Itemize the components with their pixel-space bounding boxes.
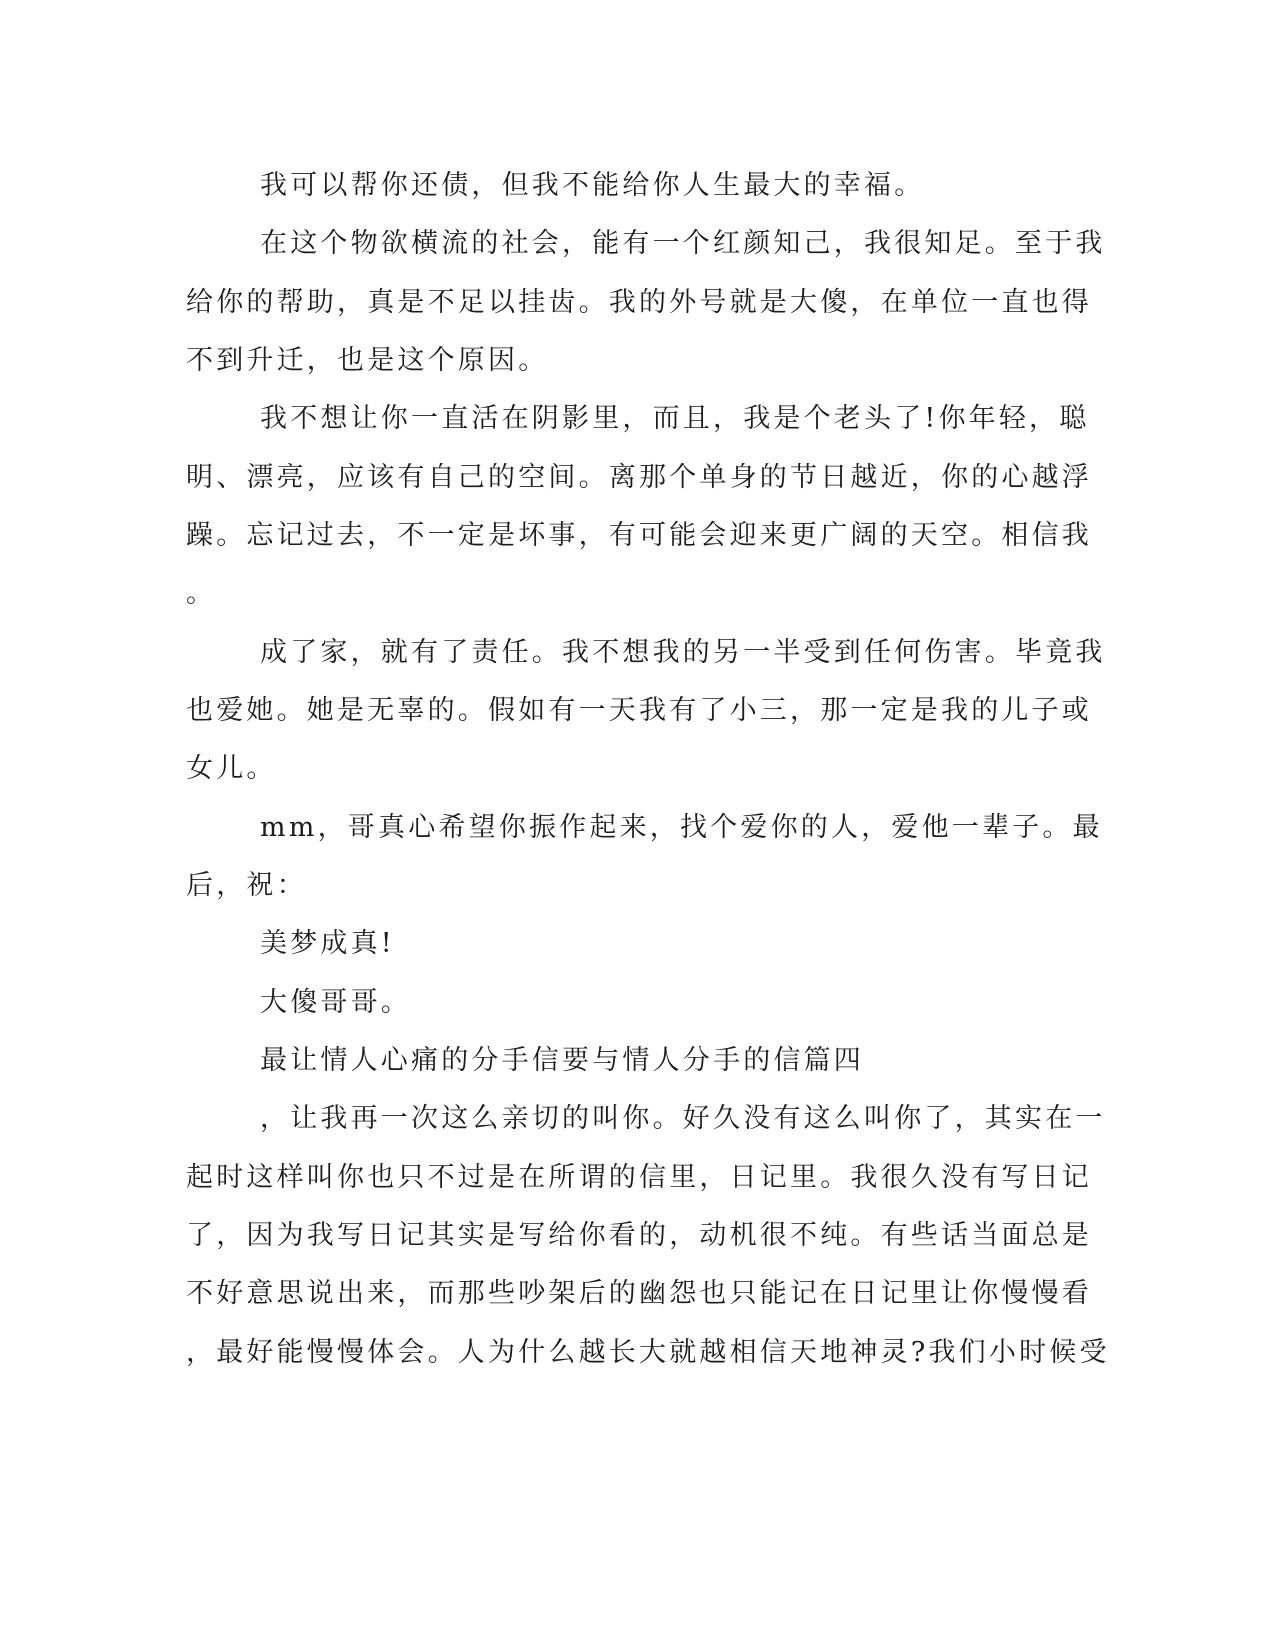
text-line: 。	[186, 578, 217, 609]
text-line: ，最好能慢慢体会。人为什么越长大就越相信天地神灵?我们小时候受	[186, 1337, 1110, 1368]
text-line: 不到升迁，也是这个原因。	[186, 345, 549, 376]
text-line: 后，祝：	[186, 870, 307, 901]
text-line: 起时这样叫你也只不过是在所谓的信里，日记里。我很久没有写日记	[186, 1162, 1092, 1193]
text-line: 在这个物欲横流的社会，能有一个红颜知己，我很知足。至于我	[260, 228, 1106, 259]
text-line: 明、漂亮，应该有自己的空间。离那个单身的节日越近，你的心越浮	[186, 462, 1092, 493]
text-line: 我可以帮你还债，但我不能给你人生最大的幸福。	[260, 170, 925, 201]
text-line: 女儿。	[186, 753, 277, 784]
text-line: mm，哥真心希望你振作起来，找个爱你的人，爱他一辈子。最	[260, 812, 1103, 843]
text-line: 也爱她。她是无辜的。假如有一天我有了小三，那一定是我的儿子或	[186, 695, 1092, 726]
text-line: 成了家，就有了责任。我不想我的另一半受到任何伤害。毕竟我	[260, 637, 1106, 668]
text-line: 躁。忘记过去，不一定是坏事，有可能会迎来更广阔的天空。相信我	[186, 520, 1092, 551]
text-line: 大傻哥哥。	[260, 987, 411, 1018]
text-line: 美梦成真!	[260, 928, 395, 959]
text-line: 我不想让你一直活在阴影里，而且，我是个老头了!你年轻，聪	[260, 403, 1090, 434]
text-line: 了，因为我写日记其实是写给你看的，动机很不纯。有些话当面总是	[186, 1220, 1092, 1251]
section-heading: 最让情人心痛的分手信要与情人分手的信篇四	[260, 1045, 864, 1076]
text-line: ，让我再一次这么亲切的叫你。好久没有这么叫你了，其实在一	[260, 1103, 1106, 1134]
text-line: 不好意思说出来，而那些吵架后的幽怨也只能记在日记里让你慢慢看	[186, 1278, 1092, 1309]
text-line: 给你的帮助，真是不足以挂齿。我的外号就是大傻，在单位一直也得	[186, 287, 1092, 318]
